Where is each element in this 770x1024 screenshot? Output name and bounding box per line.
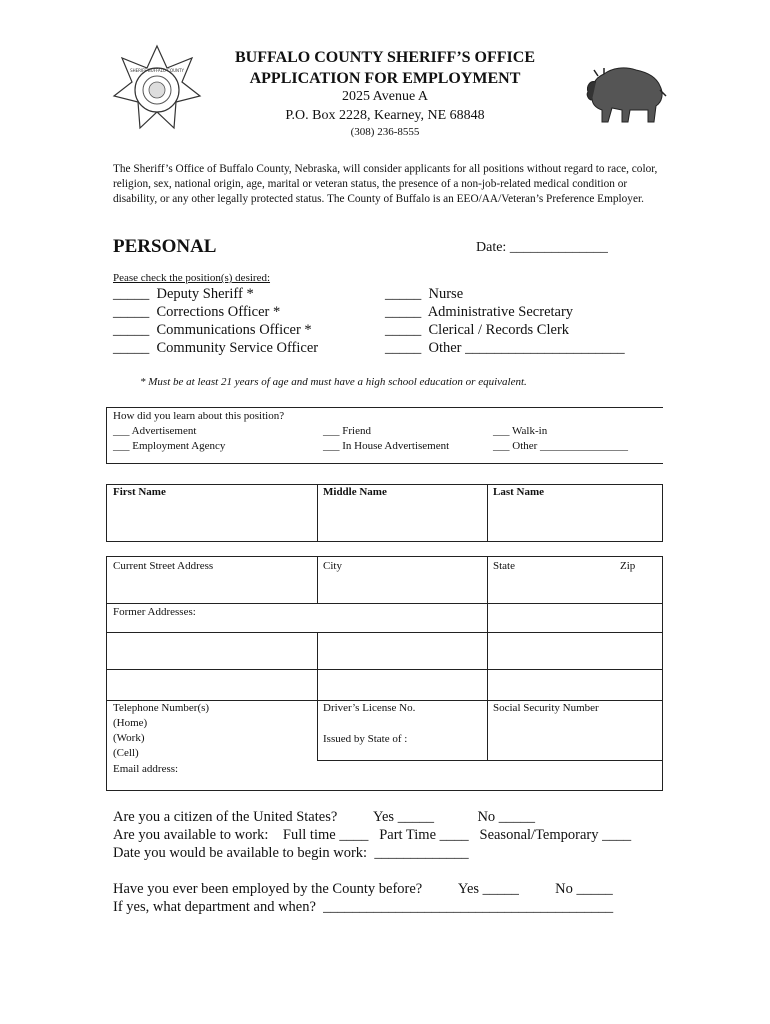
position-option-clerical-records-clerk[interactable]: _____ Clerical / Records Clerk bbox=[385, 322, 570, 338]
learn-question: How did you learn about this position? bbox=[113, 410, 285, 422]
social-security-field[interactable]: Social Security Number bbox=[493, 702, 599, 714]
position-option-corrections-officer[interactable]: _____ Corrections Officer * bbox=[113, 304, 281, 320]
name-table-divider-2 bbox=[487, 484, 488, 541]
position-option-administrative-secretary[interactable]: _____ Administrative Secretary bbox=[385, 304, 574, 320]
age-requirement-note: * Must be at least 21 years of age and must have a high school education or equivalent. bbox=[140, 376, 527, 388]
telephone-work[interactable]: (Work) bbox=[113, 732, 145, 744]
position-option-nurse[interactable]: _____ Nurse bbox=[385, 286, 464, 302]
telephone-cell[interactable]: (Cell) bbox=[113, 747, 139, 759]
email-field[interactable]: Email address: bbox=[113, 763, 179, 775]
address-table-top bbox=[106, 556, 663, 557]
learn-box-bottom-border bbox=[106, 463, 663, 464]
state-field[interactable]: State bbox=[493, 560, 515, 572]
telephone-home[interactable]: (Home) bbox=[113, 717, 148, 729]
name-table-right bbox=[662, 484, 663, 541]
seal-text: SHERIFF BUFFALO COUNTY bbox=[130, 68, 184, 73]
position-option-other[interactable]: _____ Other ______________________ bbox=[385, 340, 625, 356]
learn-box-left-border bbox=[106, 407, 107, 463]
name-table-divider-1 bbox=[317, 484, 318, 541]
name-table-top bbox=[106, 484, 663, 485]
address-row-divider-5 bbox=[317, 760, 663, 761]
learn-option-walk-in[interactable]: ___ Walk-in bbox=[493, 425, 548, 437]
prior-employment-question[interactable]: Have you ever been employed by the County before? Yes _____ No _____ bbox=[113, 881, 613, 897]
name-table-bottom bbox=[106, 541, 663, 542]
office-phone: (308) 236-8555 bbox=[350, 126, 420, 138]
date-field[interactable]: Date: ______________ bbox=[476, 240, 608, 255]
address-col-divider-state bbox=[487, 556, 488, 603]
license-issuing-state-field[interactable]: Issued by State of : bbox=[323, 733, 408, 745]
address-row-divider-1 bbox=[106, 603, 663, 604]
zip-field[interactable]: Zip bbox=[620, 560, 636, 572]
prior-department-question[interactable]: If yes, what department and when? ________________________________________ bbox=[113, 899, 614, 915]
contact-col-divider-2 bbox=[487, 700, 488, 760]
section-heading-personal: PERSONAL bbox=[113, 236, 217, 257]
street-address: 2025 Avenue A bbox=[341, 89, 429, 104]
name-table-left bbox=[106, 484, 107, 541]
po-box-address: P.O. Box 2228, Kearney, NE 68848 bbox=[285, 108, 485, 123]
former-col-divider-1 bbox=[317, 632, 318, 700]
city-field[interactable]: City bbox=[323, 560, 342, 572]
learn-option-friend[interactable]: ___ Friend bbox=[323, 425, 371, 437]
street-address-field[interactable]: Current Street Address bbox=[113, 560, 214, 572]
former-addresses-field[interactable]: Former Addresses: bbox=[113, 606, 196, 618]
availability-question[interactable]: Are you available to work: Full time ____ Part Time ____ Seasonal/Temporary ____ bbox=[113, 827, 632, 843]
position-option-community-service-officer[interactable]: _____ Community Service Officer bbox=[113, 340, 319, 356]
learn-option-employment-agency[interactable]: ___ Employment Agency bbox=[113, 440, 226, 452]
address-row-divider-4 bbox=[106, 700, 663, 701]
learn-option-other[interactable]: ___ Other ________________ bbox=[493, 440, 629, 452]
address-col-divider-city bbox=[317, 556, 318, 603]
eeo-statement: The Sheriff’s Office of Buffalo County, Nebraska, will consider applicants for all positions without regard to race, color, religion, sex, national origin, age, marital or veteran status, the presence of a non-job-related medical condition or disability, or any other legally protected status. The County of Buffalo is an EEO/AA/Veteran’s Preference Employer. bbox=[113, 163, 658, 205]
application-title: APPLICATION FOR EMPLOYMENT bbox=[249, 70, 521, 87]
citizen-question[interactable]: Are you a citizen of the United States? Yes _____ No _____ bbox=[113, 809, 536, 825]
middle-name-field[interactable]: Middle Name bbox=[323, 486, 387, 498]
office-title: BUFFALO COUNTY SHERIFF’S OFFICE bbox=[234, 49, 535, 66]
address-row-divider-3 bbox=[106, 669, 663, 670]
address-table-bottom bbox=[106, 790, 663, 791]
first-name-field[interactable]: First Name bbox=[113, 486, 166, 498]
last-name-field[interactable]: Last Name bbox=[493, 486, 545, 498]
contact-col-divider-1 bbox=[317, 700, 318, 760]
learn-option-advertisement[interactable]: ___ Advertisement bbox=[113, 425, 197, 437]
address-table-left bbox=[106, 556, 107, 790]
address-row-divider-2 bbox=[106, 632, 663, 633]
position-instructions: Pease check the position(s) desired: bbox=[113, 272, 271, 284]
telephone-label[interactable]: Telephone Number(s) bbox=[113, 702, 210, 714]
former-col-divider-2 bbox=[487, 603, 488, 700]
learn-option-in-house-advertisement[interactable]: ___ In House Advertisement bbox=[323, 440, 450, 452]
address-table-right bbox=[662, 556, 663, 790]
learn-box-top-border bbox=[106, 407, 663, 408]
position-option-deputy-sheriff[interactable]: _____ Deputy Sheriff * bbox=[113, 286, 254, 302]
start-date-question[interactable]: Date you would be available to begin work: _____________ bbox=[113, 845, 469, 861]
position-option-communications-officer[interactable]: _____ Communications Officer * bbox=[113, 322, 312, 338]
drivers-license-field[interactable]: Driver’s License No. bbox=[323, 702, 416, 714]
